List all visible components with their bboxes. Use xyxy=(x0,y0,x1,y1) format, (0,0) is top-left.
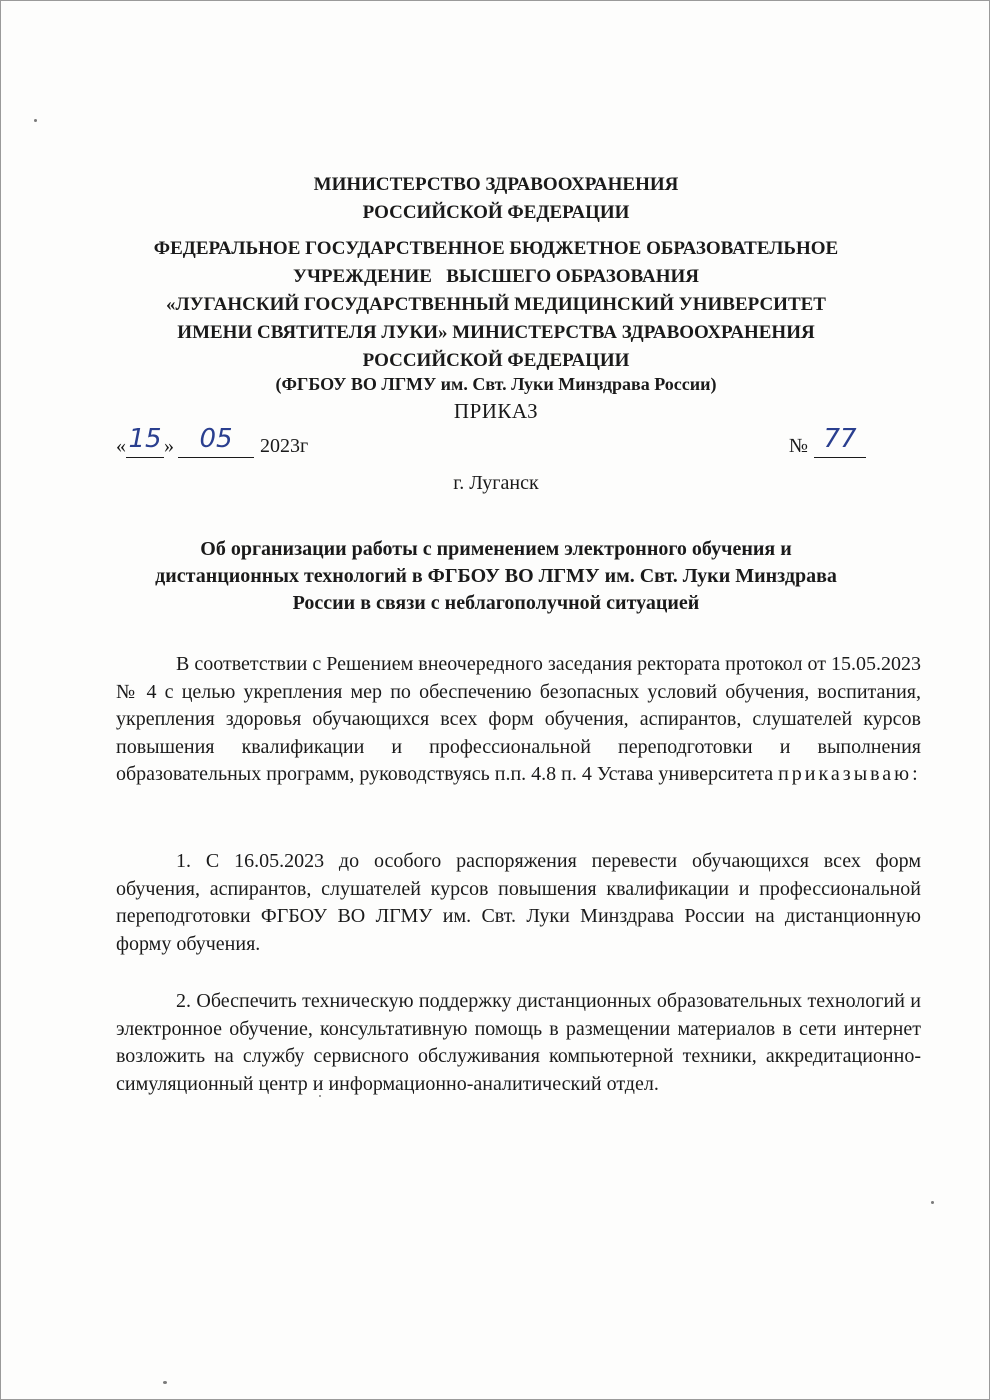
subject-line-3: России в связи с неблагополучной ситуацией xyxy=(292,592,700,614)
scan-speck xyxy=(163,1381,167,1384)
date-day-field xyxy=(126,424,164,458)
date-month-handwritten: 05 xyxy=(199,424,233,454)
date-close-quote: » xyxy=(164,435,174,457)
subject-line-1: Об организации работы с применением электронного обучения и xyxy=(200,538,792,560)
institution-line-5: РОССИЙСКОЙ ФЕДЕРАЦИИ xyxy=(362,350,630,371)
ministry-line-2: РОССИЙСКОЙ ФЕДЕРАЦИИ xyxy=(362,202,630,223)
order-number xyxy=(788,424,866,458)
ministry-line-1: МИНИСТЕРСТВО ЗДРАВООХРАНЕНИЯ xyxy=(313,174,679,195)
document-type: ПРИКАЗ xyxy=(453,399,539,423)
subject-line-2: дистанционных технологий в ФГБОУ ВО ЛГМУ им. Свт. Луки Минздрава xyxy=(155,565,837,587)
date-number-line xyxy=(116,424,876,465)
scan-speck xyxy=(34,119,37,122)
date-year: 2023г xyxy=(260,435,309,457)
institution-line-2: УЧРЕЖДЕНИЕ ВЫСШЕГО ОБРАЗОВАНИЯ xyxy=(293,266,699,287)
date-month-field xyxy=(178,424,254,458)
number-field xyxy=(814,424,866,458)
preamble-text: В соответствии с Решением внеочередного заседания ректората протокол от 15.05.2023 № 4 с целью укрепления мер по обеспечению безопасных условий обучения, воспитания, укрепления здоровья обучающихся всех форм обучения, аспирантов, слушателей курсов повышения квалификации и профессиональной переподготовки и выполнения образовательных программ, руководствуясь п.п. 4.8 п. 4 Устава университета xyxy=(116,653,921,785)
number-label: № xyxy=(788,435,808,457)
city: г. Луганск xyxy=(453,472,539,494)
date-day-handwritten: 15 xyxy=(128,424,162,454)
order-word: приказываю: xyxy=(778,763,921,785)
institution-abbreviation: (ФГБОУ ВО ЛГМУ им. Свт. Луки Минздрава России) xyxy=(275,374,717,394)
order-item-1: 1. С 16.05.2023 до особого распоряжения перевести обучающихся всех форм обучения, аспирантов, слушателей курсов повышения квалификации и профессиональной переподготовки ФГБОУ ВО ЛГМУ им. Свт. Луки Минздрава России на дистанционную форму обучения. xyxy=(116,850,921,955)
preamble-paragraph xyxy=(116,651,921,789)
institution-line-1: ФЕДЕРАЛЬНОЕ ГОСУДАРСТВЕННОЕ БЮДЖЕТНОЕ ОБРАЗОВАТЕЛЬНОЕ xyxy=(153,238,839,259)
order-date xyxy=(116,424,309,458)
institution-line-3: «ЛУГАНСКИЙ ГОСУДАРСТВЕННЫЙ МЕДИЦИНСКИЙ УНИВЕРСИТЕТ xyxy=(166,294,826,315)
scan-speck xyxy=(319,1095,321,1097)
number-handwritten: 77 xyxy=(823,424,857,454)
order-subject xyxy=(1,536,990,617)
ministry-header xyxy=(1,171,990,227)
date-open-quote: « xyxy=(116,435,126,457)
order-item-2: 2. Обеспечить техническую поддержку дистанционных образовательных технологий и электронное обучение, консультативную помощь в размещении материалов в сети интернет возложить на службу сервисного обслуживания компьютерной техники, аккредитационно-симуляционный центр и информационно-аналитический отдел. xyxy=(116,990,921,1095)
institution-line-4: ИМЕНИ СВЯТИТЕЛЯ ЛУКИ» МИНИСТЕРСТВА ЗДРАВООХРАНЕНИЯ xyxy=(177,322,815,343)
scan-speck xyxy=(931,1201,934,1204)
institution-header xyxy=(1,235,990,375)
